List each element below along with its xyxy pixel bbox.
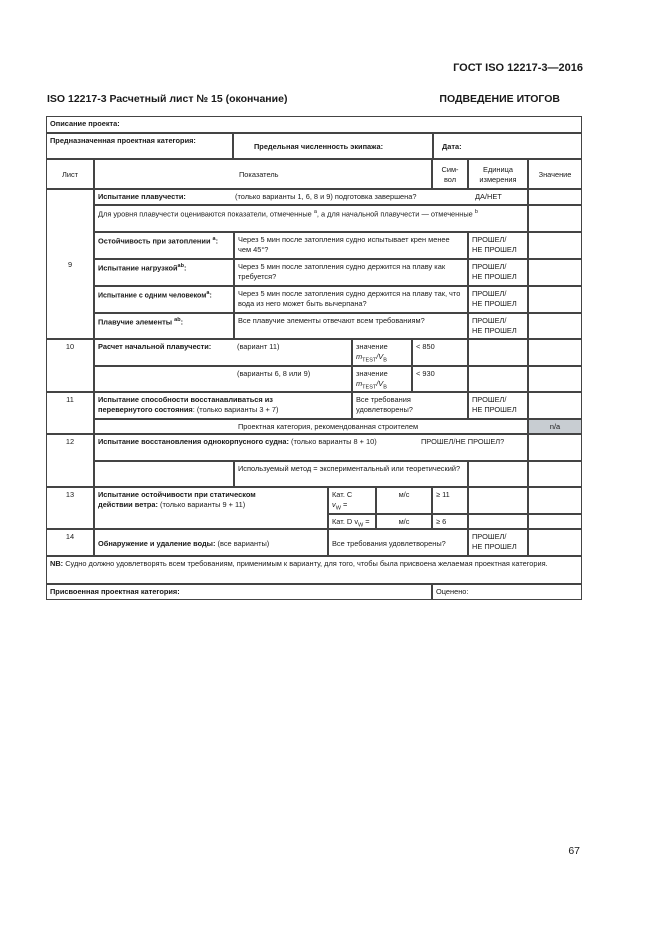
value-cell xyxy=(468,487,528,514)
builder-category-row: Проектная категория, рекомендованная строителем xyxy=(94,419,528,434)
load-test-result: ПРОШЕЛ/ НЕ ПРОШЕЛ xyxy=(468,259,528,286)
category-c-symbol: Кат. C $v_W$ = xyxy=(328,487,376,514)
assigned-category-field: Присвоенная проектная категория: xyxy=(46,584,432,600)
buoyancy-elements-requirement: Все плавучие элементы отвечают всем требованиям? xyxy=(234,313,468,339)
buoyancy-elements-result: ПРОШЕЛ/ НЕ ПРОШЕЛ xyxy=(468,313,528,339)
column-header-sheet: Лист xyxy=(46,159,94,189)
value-cell xyxy=(528,259,582,286)
column-header-symbol: Сим-вол xyxy=(432,159,468,189)
value-cell xyxy=(528,313,582,339)
self-righting-test: Испытание способности восстанавливаться из перевернутого состояния: (только варианты 3 + 7) xyxy=(94,392,352,419)
value-cell xyxy=(468,514,528,529)
value-cell xyxy=(528,392,582,419)
crew-limit-field: Предельная численность экипажа: xyxy=(233,133,433,159)
sheet-number: 12 xyxy=(46,434,94,487)
self-righting-result: ПРОШЕЛ/ НЕ ПРОШЕЛ xyxy=(468,392,528,419)
value-cell xyxy=(528,232,582,259)
one-person-test-label: Испытание с одним человеком$^a$: xyxy=(94,286,234,313)
value-cell xyxy=(528,487,582,514)
nb-note: NB: Судно должно удовлетворять всем требованиям, применимым к варианту, для того, чтобы была присвоена желаемая проектная категория. xyxy=(46,556,582,584)
load-test-label: Испытание нагрузкой$^{ab}$: xyxy=(94,259,234,286)
sheet-number: 13 xyxy=(46,487,94,529)
category-c-limit: ≥ 11 xyxy=(432,487,468,514)
initial-buoyancy-calc: Расчет начальной плавучести: (вариант 11) xyxy=(94,339,352,366)
category-d-unit: м/с xyxy=(376,514,432,529)
initial-buoyancy-symbol-alt: значение $m_{TEST}/V_B$ xyxy=(352,366,412,392)
assessed-by-field: Оценено: xyxy=(432,584,582,600)
sheet-number: 11 xyxy=(46,392,94,434)
value-cell xyxy=(468,461,528,487)
initial-buoyancy-calc-alt: (варианты 6, 8 или 9) xyxy=(94,366,352,392)
water-detection-result: ПРОШЕЛ/ НЕ ПРОШЕЛ xyxy=(468,529,528,556)
flooded-stability-result: ПРОШЕЛ/ НЕ ПРОШЕЛ xyxy=(468,232,528,259)
initial-buoyancy-symbol: значение $m_{TEST}/V_B$ xyxy=(352,339,412,366)
value-cell xyxy=(468,366,528,392)
initial-buoyancy-limit: < 850 xyxy=(412,339,468,366)
category-c-unit: м/с xyxy=(376,487,432,514)
design-category-field: Предназначенная проектная категория: xyxy=(46,133,233,159)
standard-number: ГОСТ ISO 12217-3—2016 xyxy=(453,62,583,74)
empty-cell xyxy=(94,461,234,487)
category-d-symbol: Кат. D $v_W$ = xyxy=(328,514,376,529)
load-test-requirement: Через 5 мин после затопления судно держится на плаву как требуется? xyxy=(234,259,468,286)
value-cell xyxy=(528,339,582,366)
project-description-field: Описание проекта: xyxy=(46,116,582,133)
one-person-test-result: ПРОШЕЛ/ НЕ ПРОШЕЛ xyxy=(468,286,528,313)
page-number: 67 xyxy=(568,845,580,857)
category-d-limit: ≥ 6 xyxy=(432,514,468,529)
buoyancy-elements-label: Плавучие элементы $^{ab}$: xyxy=(94,313,234,339)
date-field: Дата: xyxy=(433,133,582,159)
value-cell xyxy=(528,366,582,392)
buoyancy-level-note: Для уровня плавучести оцениваются показатели, отмеченные $^a$, а для начальной плавучести — отмеченные $^b$ xyxy=(94,205,528,232)
column-header-indicator: Показатель xyxy=(94,159,432,189)
not-applicable-cell: n/a xyxy=(528,419,582,434)
sheet-number: 14 xyxy=(46,529,94,556)
flooded-stability-requirement: Через 5 мин после затопления судно испытывает крен менее чем 45°? xyxy=(234,232,468,259)
sheet-number: 9 xyxy=(46,189,94,339)
value-cell xyxy=(528,286,582,313)
water-detection-question: Все требования удовлетворены? xyxy=(328,529,468,556)
value-cell xyxy=(528,529,582,556)
monohull-recovery-test: Испытание восстановления однокорпусного судна: (только варианты 8 + 10) ПРОШЕЛ/НЕ ПРОШЕЛ? xyxy=(94,434,528,461)
column-header-unit: Единица измерения xyxy=(468,159,528,189)
buoyancy-test-row: Испытание плавучести: (только варианты 1, 6, 8 и 9) подготовка завершена? ДА/НЕТ xyxy=(94,189,528,205)
one-person-test-requirement: Через 5 мин после затопления судно держится на плаву так, что вода из него может быть вычерпана? xyxy=(234,286,468,313)
value-cell xyxy=(528,461,582,487)
initial-buoyancy-limit-alt: < 930 xyxy=(412,366,468,392)
value-cell xyxy=(528,434,582,461)
value-cell xyxy=(528,189,582,205)
flooded-stability-label: Остойчивость при затоплении $^a$: xyxy=(94,232,234,259)
summary-title: ПОДВЕДЕНИЕ ИТОГОВ xyxy=(439,93,560,105)
self-righting-question: Все требования удовлетворены? xyxy=(352,392,468,419)
value-cell xyxy=(528,514,582,529)
wind-stability-test: Испытание остойчивости при статическом действии ветра: (только варианты 9 + 11) xyxy=(94,487,328,529)
value-cell xyxy=(528,205,582,232)
sheet-number: 10 xyxy=(46,339,94,392)
water-detection-test: Обнаружение и удаление воды: (все варианты) xyxy=(94,529,328,556)
sheet-title: ISO 12217-3 Расчетный лист № 15 (окончание) xyxy=(47,93,288,105)
method-used: Используемый метод = экспериментальный или теоретический? xyxy=(234,461,468,487)
value-cell xyxy=(468,339,528,366)
column-header-value: Значение xyxy=(528,159,582,189)
